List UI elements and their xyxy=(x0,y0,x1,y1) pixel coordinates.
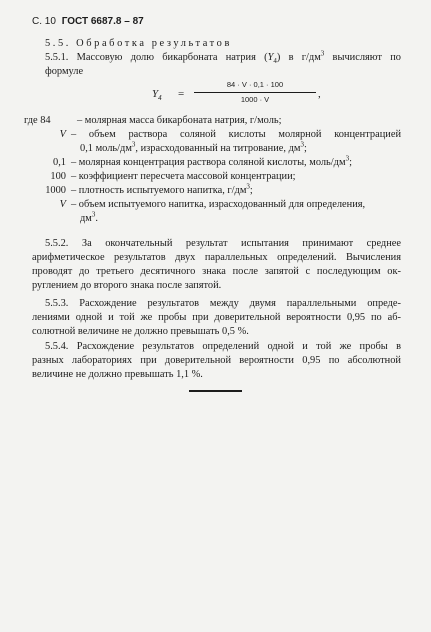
page-header xyxy=(32,16,144,27)
legend-label-84: где 84 xyxy=(24,115,51,126)
legend-desc-v2-line-2: $дм^3$. xyxy=(80,210,98,224)
formula-fraction xyxy=(194,80,316,105)
paragraph-5-5-4-line-3: величине не должно превышать 1,1 %. xyxy=(32,369,203,380)
legend-desc-100: – коэффициент пересчета массовой концентрации; xyxy=(71,171,296,182)
paragraph-5-5-2-line-4: руглением до второго знака после запятой. xyxy=(32,280,222,291)
formula-equals: = xyxy=(178,88,185,100)
end-rule xyxy=(189,390,242,392)
legend-label-1000: 1000 xyxy=(45,185,66,196)
fraction-bar xyxy=(194,92,316,93)
paragraph-5-5-3-line-3: солютной величине не должно превышать 0,5 %. xyxy=(32,326,249,337)
paragraph-5-5-3-line-2: лениями одной и той же пробы при доверительной вероятности 0,95 по аб- xyxy=(32,312,401,323)
formula-y4 xyxy=(152,80,402,110)
paragraph-5-5-2-line-3: проводят до третьего десятичного знака после запятой с последующим ок- xyxy=(32,266,401,277)
formula-numerator: 84 · V · 0,1 · 100 xyxy=(226,80,284,89)
formula-denominator: 1000 · V xyxy=(240,95,270,104)
paragraph-5-5-1-line-2: формуле xyxy=(45,66,84,77)
paragraph-5-5-2-line-2: арифметическое результатов двух параллельных определений. Вычисления xyxy=(32,252,401,263)
standard-code: ГОСТ 6687.8 – 87 xyxy=(61,16,144,27)
page-number: С. 10 xyxy=(32,16,56,27)
paragraph-5-5-1-line-1: 5.5.1. Массовую долю бикарбоната натрия $(Y_4)$ в $г/дм^3$ вычисляют по xyxy=(45,49,401,66)
formula-lhs: $Y_4$ xyxy=(152,88,162,103)
legend-desc-1000: – плотность испытуемого напитка, $г/дм^3$; xyxy=(71,182,253,196)
legend-desc-01: – молярная концентрация раствора соляной кислоты, моль/$дм^3$; xyxy=(71,154,352,168)
legend-label-01: 0,1 xyxy=(53,157,66,168)
legend-desc-84: – молярная масса бикарбоната натрия, г/моль; xyxy=(77,115,282,126)
legend-desc-v-line-1: – объем раствора соляной кислоты молярной концентрацией xyxy=(71,129,401,140)
formula-comma: , xyxy=(318,88,321,100)
paragraph-5-5-3-line-1: 5.5.3. Расхождение результатов между двумя параллельными опреде- xyxy=(45,298,401,309)
paragraph-5-5-2-line-1: 5.5.2. За окончательный результат испытания принимают среднее xyxy=(45,238,401,249)
legend-desc-v-line-2: 0,1 моль/$дм^3$, израсходованный на титрование, $дм^3$; xyxy=(80,140,307,154)
paragraph-5-5-4-line-2: разных лабораториях при доверительной вероятности 0,95 по абсолютной xyxy=(32,355,401,366)
legend-desc-v2-line-1: – объем испытуемого напитка, израсходованный для определения, xyxy=(71,199,366,210)
section-heading: 5.5. Обработка результатов xyxy=(45,38,232,49)
legend-label-v2: V xyxy=(59,199,66,210)
paragraph-5-5-4-line-1: 5.5.4. Расхождение результатов определений одной и той же пробы в xyxy=(45,341,401,352)
legend-label-v: V xyxy=(59,129,66,140)
legend-label-100: 100 xyxy=(50,171,66,182)
